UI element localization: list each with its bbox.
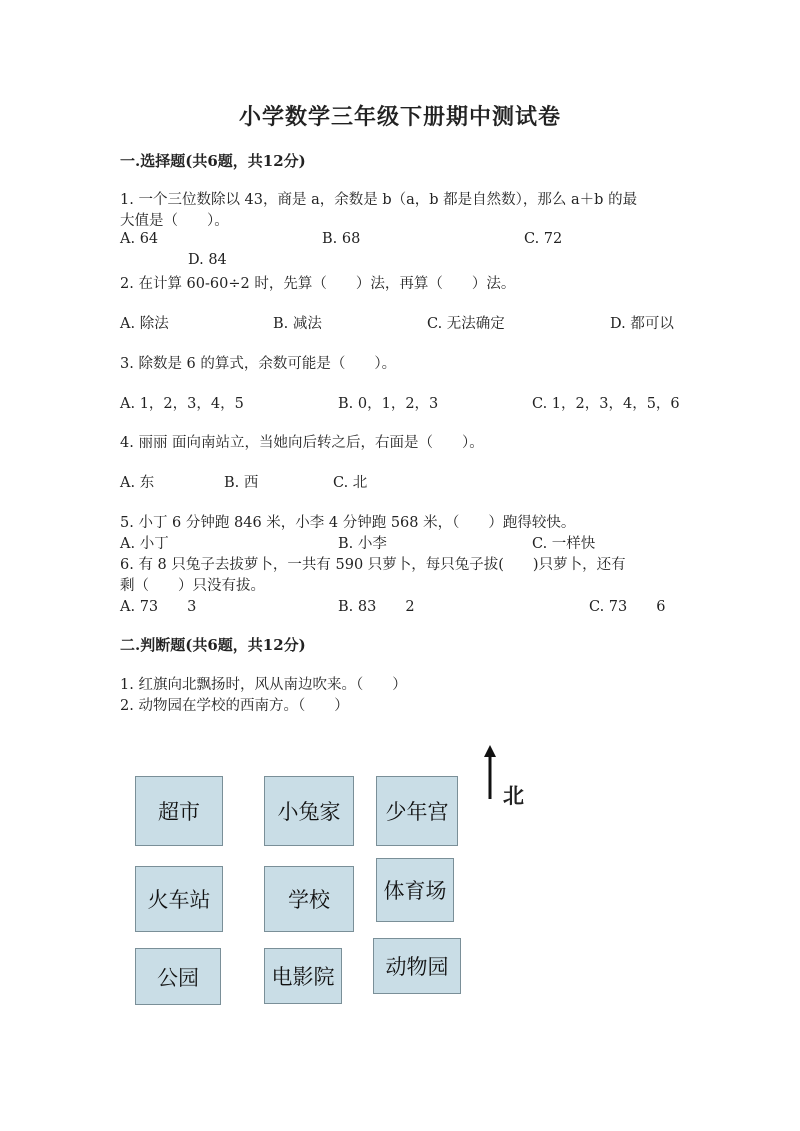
q6-option-b: B. 83 2	[338, 599, 415, 615]
place-stadium: 体育场	[376, 858, 454, 922]
q4-text: 4. 丽丽 面向南站立，当她向后转之后，右面是（ ）。	[120, 435, 484, 451]
q2-option-c: C. 无法确定	[427, 316, 505, 332]
q6-option-a: A. 73 3	[120, 599, 197, 615]
q4-option-c: C. 北	[333, 475, 368, 491]
q5-text: 5. 小丁 6 分钟跑 846 米，小李 4 分钟跑 568 米，（ ）跑得较快。	[120, 515, 576, 531]
q5-option-a: A. 小丁	[120, 536, 169, 552]
q3-text: 3. 除数是 6 的算式，余数可能是（ ）。	[120, 356, 397, 372]
q5-option-c: C. 一样快	[532, 536, 596, 552]
place-supermarket: 超市	[135, 776, 223, 846]
q1-line1: 1. 一个三位数除以 43，商是 a，余数是 b（a，b 都是自然数），那么 a＋b 的最	[120, 192, 638, 208]
page-title: 小学数学三年级下册期中测试卷	[238, 104, 561, 130]
place-cinema: 电影院	[264, 948, 342, 1004]
q3-option-a: A. 1，2，3，4，5	[120, 396, 244, 412]
place-rabbit-home: 小兔家	[264, 776, 354, 846]
place-train-station: 火车站	[135, 866, 223, 932]
place-park: 公园	[135, 948, 221, 1005]
q3-option-b: B. 0，1，2，3	[338, 396, 439, 412]
north-label: 北	[503, 784, 524, 808]
place-zoo: 动物园	[373, 938, 461, 994]
q1-option-c: C. 72	[524, 231, 563, 247]
q2-option-d: D. 都可以	[610, 316, 674, 332]
q2-option-b: B. 减法	[273, 316, 322, 332]
place-youth-palace: 少年宫	[376, 776, 458, 846]
q4-option-b: B. 西	[224, 475, 259, 491]
section-2-heading: 二.判断题(共6题，共12分)	[120, 636, 306, 654]
north-arrow-icon	[480, 745, 500, 801]
q2-text: 2. 在计算 60-60÷2 时，先算（ ）法，再算（ ）法。	[120, 276, 516, 292]
judge-q2: 2. 动物园在学校的西南方。（ ）	[120, 698, 349, 714]
q1-option-d: D. 84	[188, 252, 227, 268]
q6-line1: 6. 有 8 只兔子去拔萝卜，一共有 590 只萝卜，每只兔子拔( )只萝卜，还有	[120, 557, 626, 573]
q2-option-a: A. 除法	[120, 316, 169, 332]
q1-option-a: A. 64	[120, 231, 159, 247]
q6-line2: 剩（ ）只没有拔。	[120, 578, 265, 594]
place-school: 学校	[264, 866, 354, 932]
q1-line2: 大值是（ ）。	[120, 213, 229, 229]
q6-option-c: C. 73 6	[589, 599, 666, 615]
judge-q1: 1. 红旗向北飘扬时，风从南边吹来。（ ）	[120, 677, 407, 693]
section-1-heading: 一.选择题(共6题，共12分)	[120, 152, 306, 170]
q1-option-b: B. 68	[322, 231, 361, 247]
q4-option-a: A. 东	[120, 475, 155, 491]
q5-option-b: B. 小李	[338, 536, 387, 552]
q3-option-c: C. 1，2，3，4，5，6	[532, 396, 680, 412]
